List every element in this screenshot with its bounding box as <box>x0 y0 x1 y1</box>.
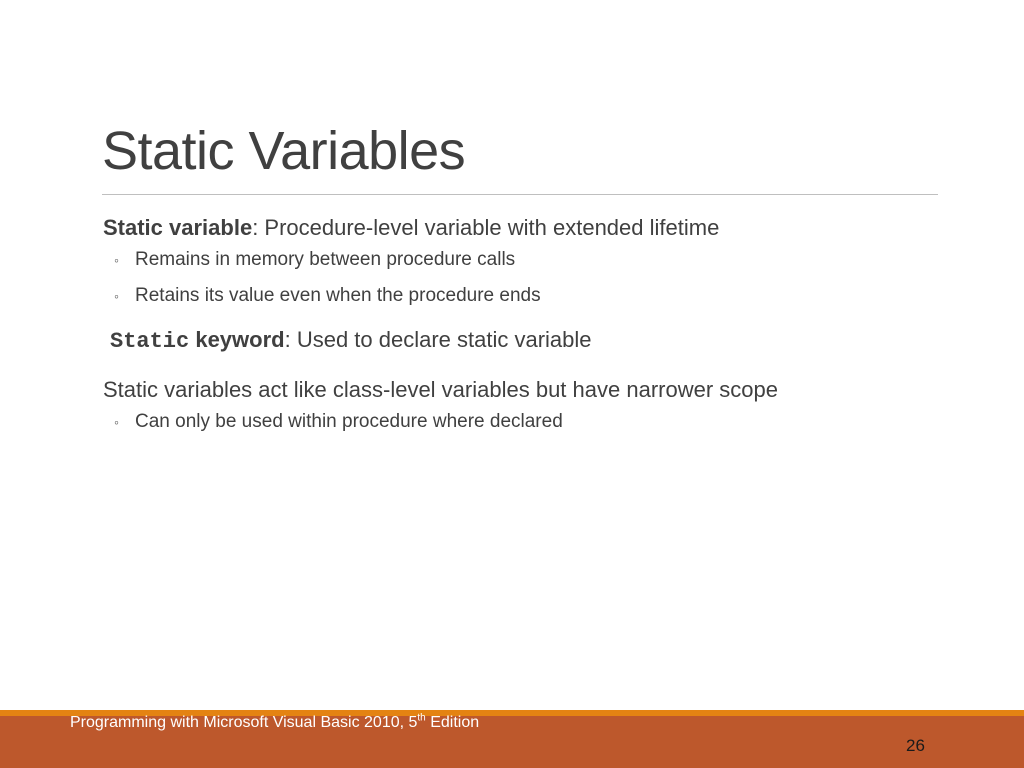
term-static-variable: Static variable <box>103 215 253 240</box>
subbullet-text: Remains in memory between procedure calls <box>135 249 516 270</box>
definition-keyword: : Used to declare static variable <box>284 327 592 352</box>
comparison-text: Static variables act like class-level variables but have narrower scope <box>103 377 778 402</box>
definition-static-variable: : Procedure-level variable with extended lifetime <box>252 215 720 240</box>
bullet-static-keyword <box>103 324 943 358</box>
footer-book-title: Programming with Microsoft Visual Basic 2010, 5th Edition <box>70 712 480 731</box>
hollow-bullet-icon: ◦ <box>114 252 119 268</box>
subbullet-text: Retains its value even when the procedure ends <box>135 285 541 306</box>
term-keyword: keyword <box>189 327 285 352</box>
slide-title: Static Variables <box>102 121 466 181</box>
hollow-bullet-icon: ◦ <box>114 288 119 304</box>
subbullet-retains-value <box>103 282 943 310</box>
bullet-class-level-comparison <box>103 374 943 406</box>
subbullet-procedure-scope <box>103 408 943 436</box>
bullet-static-variable <box>103 212 943 244</box>
subbullet-text: Can only be used within procedure where declared <box>135 411 563 432</box>
code-static: Static <box>110 329 190 354</box>
slide-body <box>103 210 943 436</box>
subbullet-remains-in-memory <box>103 246 943 274</box>
hollow-bullet-icon: ◦ <box>114 414 119 430</box>
title-divider <box>102 194 938 195</box>
page-number: 26 <box>906 736 925 755</box>
